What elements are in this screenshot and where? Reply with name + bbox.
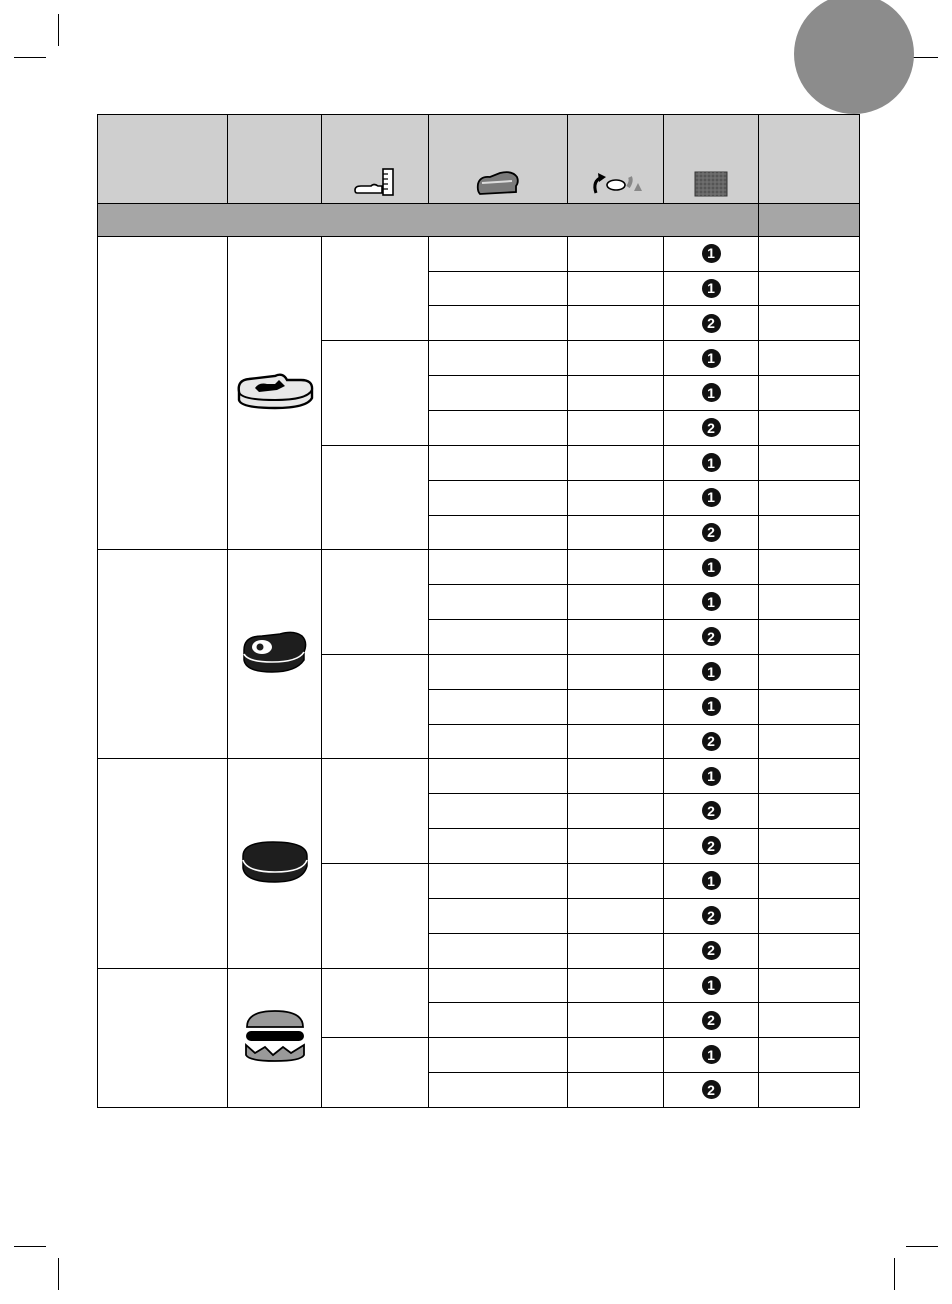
plate-level-cell [664, 411, 759, 446]
food-cell [98, 759, 228, 968]
extra-cell [759, 236, 860, 271]
meat-cell [429, 480, 568, 515]
turn-cell [568, 376, 664, 411]
meat-cell [429, 863, 568, 898]
level-badge: 2 [702, 732, 721, 751]
meat-cell [429, 968, 568, 1003]
extra-cell [759, 341, 860, 376]
plate-level-cell [664, 341, 759, 376]
turn-cell [568, 933, 664, 968]
extra-cell [759, 898, 860, 933]
level-badge: 1 [702, 1045, 721, 1064]
plate-level-cell [664, 759, 759, 794]
turn-cell [568, 306, 664, 341]
turn-cell [568, 863, 664, 898]
meat-cell [429, 341, 568, 376]
thickness-cell [322, 445, 429, 550]
plate-level-cell [664, 1073, 759, 1108]
plate-level-cell [664, 376, 759, 411]
thickness-cell [322, 236, 429, 341]
plate-level-cell [664, 1003, 759, 1038]
plate-level-cell [664, 585, 759, 620]
burger-icon [243, 1007, 307, 1063]
turn-cell [568, 480, 664, 515]
plate-level-cell [664, 271, 759, 306]
meat-cell [429, 829, 568, 864]
level-badge: 1 [702, 976, 721, 995]
plate-level-cell [664, 236, 759, 271]
type-cell [228, 236, 322, 550]
header-cell-food [98, 115, 228, 204]
thickness-cell [322, 863, 429, 968]
turn-cell [568, 515, 664, 550]
meat-cell [429, 445, 568, 480]
level-badge: 2 [702, 1011, 721, 1030]
plate-level-cell [664, 550, 759, 585]
header-cell-extra [759, 115, 860, 204]
extra-cell [759, 515, 860, 550]
plate-level-cell [664, 794, 759, 829]
crop-mark [58, 14, 59, 46]
thickness-cell [322, 968, 429, 1038]
meat-cell [429, 1003, 568, 1038]
level-badge: 1 [702, 662, 721, 681]
header-cell-plate [664, 115, 759, 204]
plate-level-cell [664, 933, 759, 968]
meat-cell [429, 1073, 568, 1108]
turn-cell [568, 829, 664, 864]
meat-cell [429, 411, 568, 446]
extra-cell [759, 411, 860, 446]
level-badge: 2 [702, 314, 721, 333]
thickness-cell [322, 550, 429, 655]
level-badge: 1 [702, 871, 721, 890]
crop-mark [14, 1246, 46, 1247]
turn-cell [568, 271, 664, 306]
turn-cell [568, 445, 664, 480]
header-cell-meat [429, 115, 568, 204]
extra-cell [759, 863, 860, 898]
thickness-icon [352, 167, 398, 197]
turn-cell [568, 689, 664, 724]
fillet-steak-icon [239, 838, 311, 884]
plate-level-cell [664, 1038, 759, 1073]
meat-cell [429, 306, 568, 341]
turn-cell [568, 1073, 664, 1108]
turn-cell [568, 654, 664, 689]
level-badge: 1 [702, 279, 721, 298]
food-cell [98, 236, 228, 550]
cooking-table [97, 114, 860, 1108]
turn-cell [568, 794, 664, 829]
extra-cell [759, 933, 860, 968]
turn-cell [568, 1038, 664, 1073]
extra-cell [759, 794, 860, 829]
page-tab-marker [794, 0, 914, 114]
extra-cell [759, 445, 860, 480]
t-bone-steak-icon [235, 370, 315, 412]
meat-cell [429, 236, 568, 271]
plate-level-cell [664, 445, 759, 480]
plate-level-cell [664, 620, 759, 655]
level-badge: 1 [702, 488, 721, 507]
extra-cell [759, 585, 860, 620]
level-badge: 2 [702, 801, 721, 820]
meat-cell [429, 759, 568, 794]
plate-level-cell [664, 654, 759, 689]
turn-cell [568, 550, 664, 585]
extra-cell [759, 306, 860, 341]
turn-cell [568, 1003, 664, 1038]
type-cell [228, 968, 322, 1107]
level-badge: 1 [702, 592, 721, 611]
turn-meat-icon [586, 171, 646, 197]
extra-cell [759, 654, 860, 689]
grill-plate-icon [694, 171, 728, 197]
type-cell [228, 550, 322, 759]
turn-cell [568, 968, 664, 1003]
extra-cell [759, 968, 860, 1003]
turn-cell [568, 585, 664, 620]
plate-level-cell [664, 689, 759, 724]
plate-level-cell [664, 863, 759, 898]
plate-level-cell [664, 306, 759, 341]
thickness-cell [322, 654, 429, 759]
meat-cell [429, 794, 568, 829]
meat-cell [429, 689, 568, 724]
turn-cell [568, 724, 664, 759]
extra-cell [759, 759, 860, 794]
level-badge: 1 [702, 349, 721, 368]
food-cell [98, 968, 228, 1107]
meat-cell [429, 620, 568, 655]
section-band-extra [759, 204, 860, 237]
turn-cell [568, 620, 664, 655]
extra-cell [759, 376, 860, 411]
crop-mark [58, 1258, 59, 1290]
extra-cell [759, 829, 860, 864]
meat-cell [429, 898, 568, 933]
header-cell-type [228, 115, 322, 204]
level-badge: 2 [702, 627, 721, 646]
rib-steak-icon [240, 630, 310, 674]
food-cell [98, 550, 228, 759]
meat-cell [429, 933, 568, 968]
level-badge: 2 [702, 523, 721, 542]
extra-cell [759, 271, 860, 306]
thickness-cell [322, 341, 429, 446]
extra-cell [759, 1073, 860, 1108]
crop-mark [894, 1258, 895, 1290]
meat-cell [429, 654, 568, 689]
plate-level-cell [664, 480, 759, 515]
meat-cell [429, 271, 568, 306]
type-cell [228, 759, 322, 968]
extra-cell [759, 620, 860, 655]
thickness-cell [322, 759, 429, 864]
level-badge: 2 [702, 1080, 721, 1099]
header-cell-thickness [322, 115, 429, 204]
plate-level-cell [664, 515, 759, 550]
plate-level-cell [664, 724, 759, 759]
meat-cell [429, 585, 568, 620]
turn-cell [568, 759, 664, 794]
level-badge: 1 [702, 767, 721, 786]
level-badge: 2 [702, 836, 721, 855]
level-badge: 2 [702, 906, 721, 925]
extra-cell [759, 480, 860, 515]
level-badge: 2 [702, 418, 721, 437]
plate-level-cell [664, 829, 759, 864]
extra-cell [759, 1003, 860, 1038]
meat-cell [429, 1038, 568, 1073]
plate-level-cell [664, 968, 759, 1003]
turn-cell [568, 898, 664, 933]
crop-mark [906, 1246, 938, 1247]
extra-cell [759, 550, 860, 585]
level-badge: 1 [702, 697, 721, 716]
meat-cell [429, 515, 568, 550]
level-badge: 1 [702, 453, 721, 472]
level-badge: 1 [702, 558, 721, 577]
turn-cell [568, 236, 664, 271]
extra-cell [759, 689, 860, 724]
turn-cell [568, 411, 664, 446]
level-badge: 2 [702, 941, 721, 960]
meat-cell [429, 550, 568, 585]
extra-cell [759, 724, 860, 759]
section-band [98, 204, 759, 237]
turn-cell [568, 341, 664, 376]
header-cell-turn [568, 115, 664, 204]
meat-cut-icon [474, 169, 522, 197]
plate-level-cell [664, 898, 759, 933]
meat-cell [429, 724, 568, 759]
level-badge: 1 [702, 383, 721, 402]
level-badge: 1 [702, 244, 721, 263]
meat-cell [429, 376, 568, 411]
thickness-cell [322, 1038, 429, 1108]
crop-mark [14, 57, 46, 58]
extra-cell [759, 1038, 860, 1073]
